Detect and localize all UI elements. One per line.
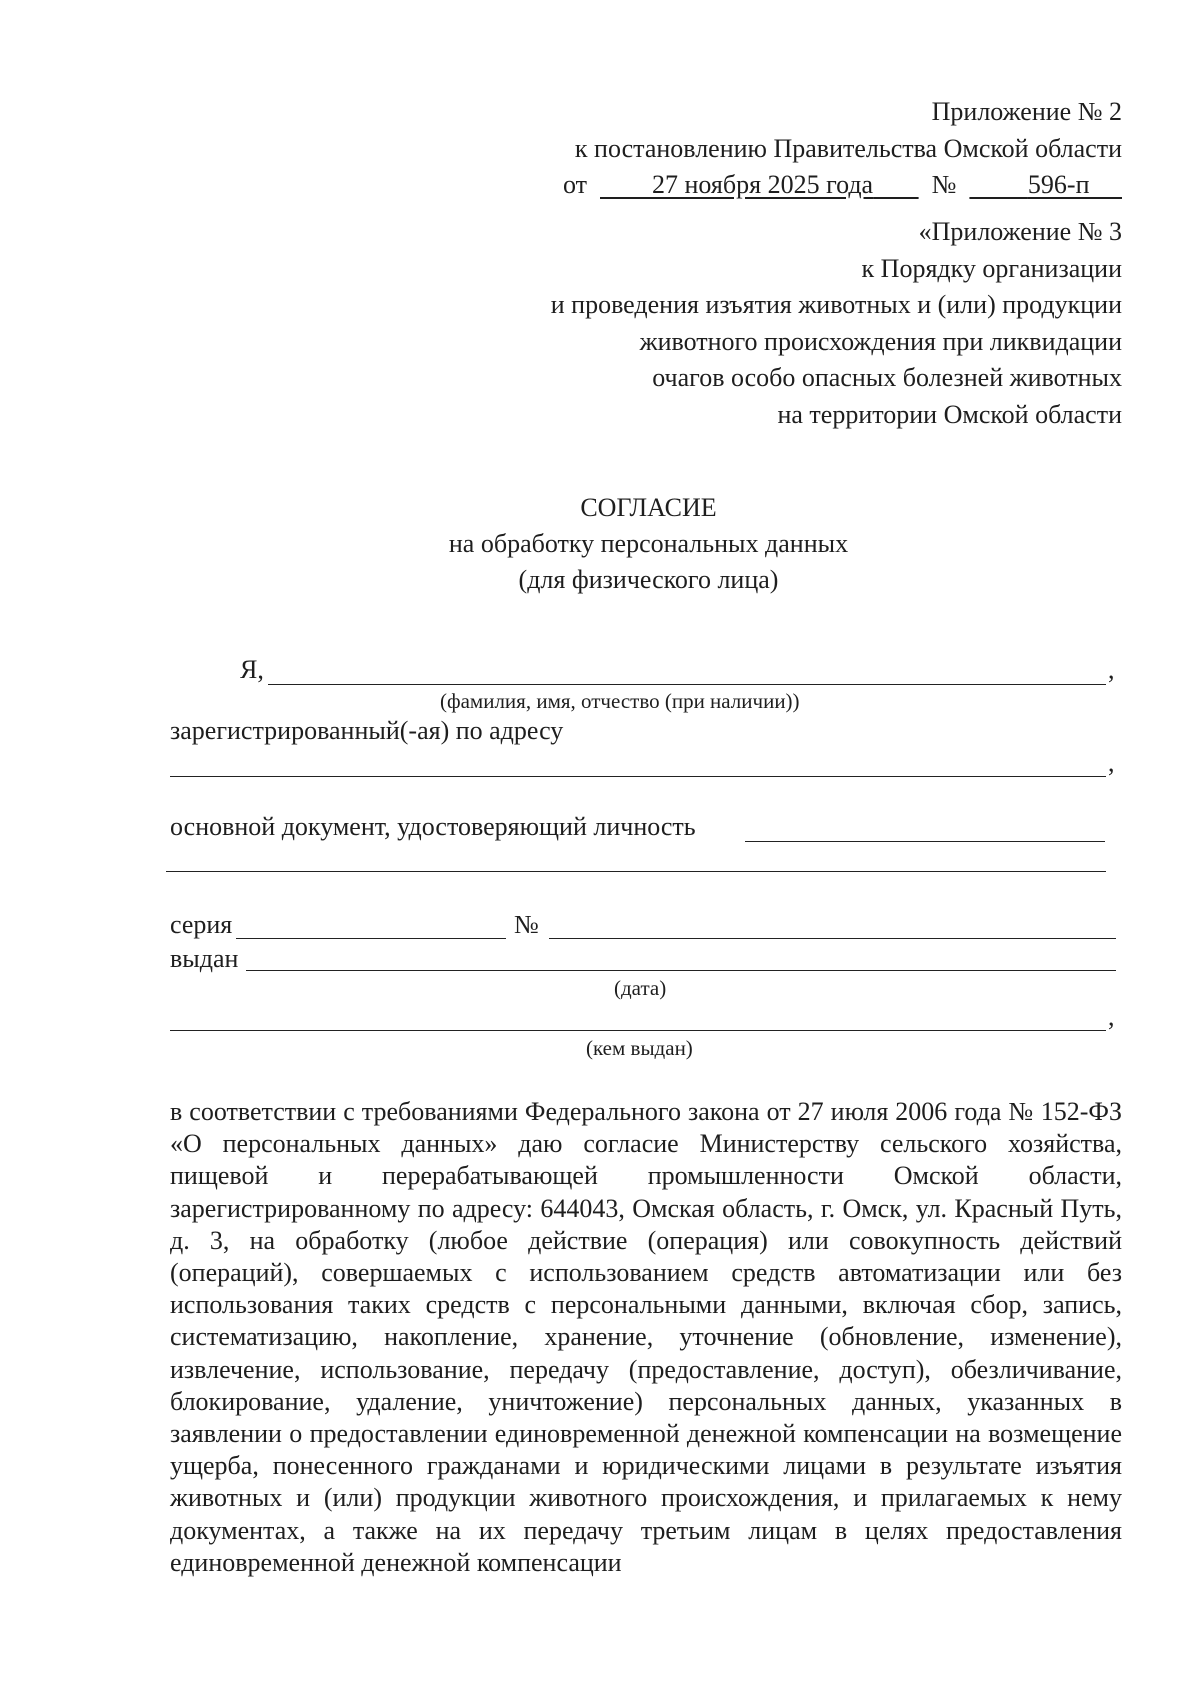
- appendix-header: [563, 94, 1122, 204]
- document-title: [0, 490, 1200, 598]
- fio-field[interactable]: [268, 684, 1106, 685]
- title-subtitle-2: (для физического лица): [518, 565, 779, 594]
- order-appendix: [551, 214, 1122, 433]
- issued-date-field[interactable]: [246, 970, 1116, 971]
- appendix-number: Приложение № 2: [931, 97, 1122, 126]
- document-field-line-2[interactable]: [166, 871, 1106, 872]
- series-field[interactable]: [236, 938, 506, 939]
- title-subtitle: на обработку персональных данных: [448, 529, 849, 558]
- issuer-field[interactable]: [170, 1030, 1106, 1031]
- order-appendix-line: очагов особо опасных болезней животных: [652, 363, 1122, 392]
- comma: ,: [1108, 748, 1115, 777]
- series-label: серия: [170, 910, 233, 939]
- date-prefix: от: [562, 170, 587, 199]
- resolution-date: 27 ноября 2025 года: [652, 170, 874, 199]
- comma: ,: [1108, 1002, 1115, 1031]
- document-label: основной документ, удостоверяющий личность: [170, 812, 696, 841]
- fio-caption: (фамилия, имя, отчество (при наличии)): [440, 689, 800, 713]
- address-field[interactable]: [170, 776, 1106, 777]
- order-appendix-line: «Приложение № 3: [918, 217, 1122, 246]
- order-appendix-line: к Порядку организации: [861, 253, 1122, 283]
- number-sign: №: [931, 170, 957, 199]
- appendix-resolution: к постановлению Правительства Омской области: [574, 133, 1122, 163]
- order-appendix-line: на территории Омской области: [777, 399, 1122, 429]
- registered-label: зарегистрированный(-ая) по адресу: [170, 716, 564, 745]
- resolution-date-number: [563, 167, 1122, 204]
- resolution-number: 596-п: [1027, 170, 1090, 199]
- order-appendix-line: и проведения изъятия животных и (или) продукции: [550, 290, 1122, 319]
- order-appendix-line: животного происхождения при ликвидации: [639, 326, 1122, 356]
- consent-paragraph: в соответствии с требованиями Федерального закона от 27 июля 2006 года № 152-ФЗ «О персональных данных» даю согласие Министерству сельского хозяйства, пищевой и перерабатывающей промышленности Омской области, зарегистрированному по адресу: 644043, Омская область, г. Омск, ул. Красный Путь, д. 3, на обработку (любое действие (операция) или совокупность действий (операций), совершаемых с использованием средств автоматизации или без использования таких средств с персональными данными, включая сбор, запись, систематизацию, накопление, хранение, уточнение (обновление, изменение), извлечение, использование, передачу (предоставление, доступ), обезличивание, блокирование, удаление, уничтожение) персональных данных, указанных в заявлении о предоставлении единовременной денежной компенсации на возмещение ущерба, понесенного гражданами и юридическими лицами в результате изъятия животных и (или) продукции животного происхождения, и прилагаемых к нему документах, а также на их передачу третьим лицам в целях предоставления единовременной денежной компенсации: [170, 1097, 1122, 1577]
- i-label: Я,: [240, 655, 264, 684]
- issued-label: выдан: [170, 944, 239, 973]
- title-main: СОГЛАСИЕ: [580, 493, 717, 522]
- document-field[interactable]: [745, 841, 1105, 842]
- comma: ,: [1108, 655, 1115, 684]
- date-caption: (дата): [614, 976, 667, 1000]
- doc-number-field[interactable]: [549, 938, 1116, 939]
- issuer-caption: (кем выдан): [586, 1036, 693, 1060]
- doc-number-label: №: [514, 910, 539, 939]
